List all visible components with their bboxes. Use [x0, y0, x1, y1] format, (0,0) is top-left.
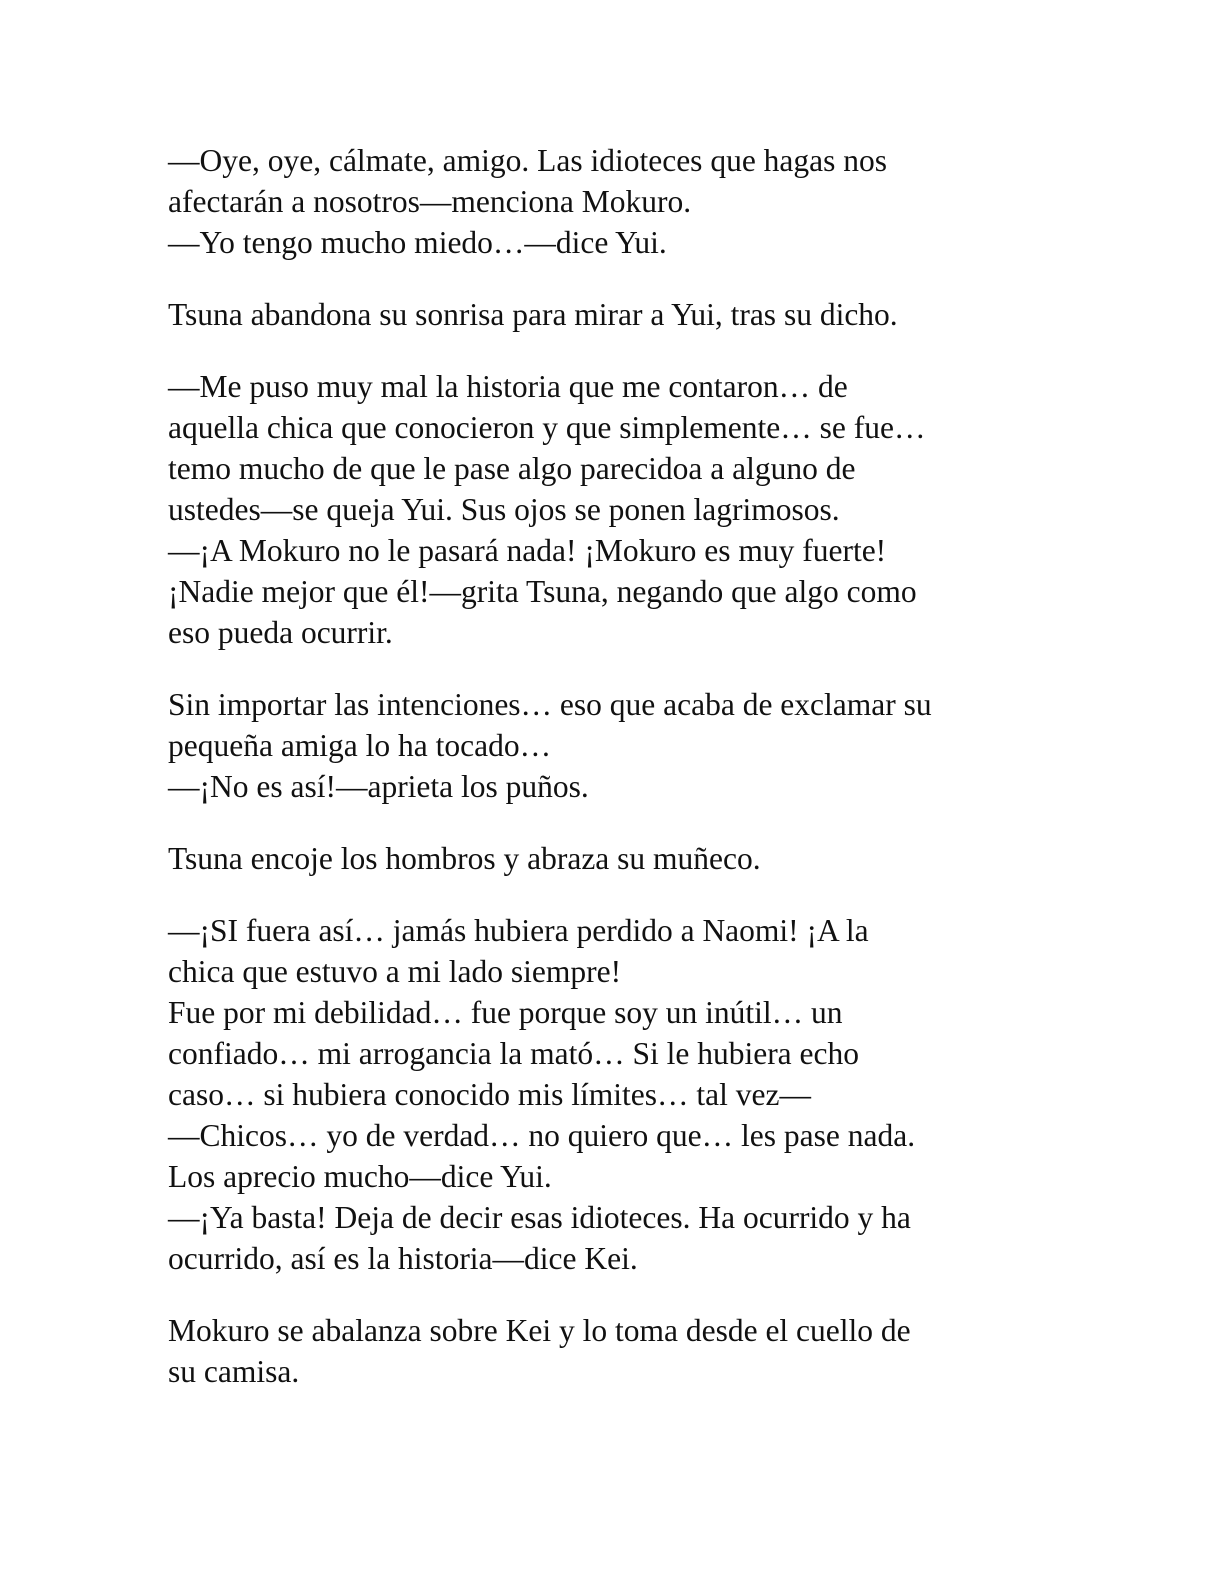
text-line: —¡SI fuera así… jamás hubiera perdido a Naomi! ¡A la: [168, 913, 869, 948]
text-line: —Chicos… yo de verdad… no quiero que… les pase nada.: [168, 1118, 916, 1153]
text-line: temo mucho de que le pase algo parecidoa a alguno de: [168, 451, 856, 486]
paragraph-5: [168, 838, 1048, 879]
paragraph-1: [168, 140, 1048, 263]
paragraph-2: [168, 294, 1048, 335]
text-line: ocurrido, así es la historia—dice Kei.: [168, 1241, 638, 1276]
paragraph-3: [168, 366, 1048, 653]
paragraph-4: [168, 684, 1048, 807]
paragraph-6: [168, 910, 1048, 1279]
text-line: Los aprecio mucho—dice Yui.: [168, 1159, 552, 1194]
text-line: —¡No es así!—aprieta los puños.: [168, 769, 589, 804]
text-line: —¡Ya basta! Deja de decir esas idioteces. Ha ocurrido y ha: [168, 1200, 911, 1235]
text-line: —Oye, oye, cálmate, amigo. Las idioteces que hagas nos: [168, 143, 888, 178]
paragraph-7: [168, 1310, 1048, 1392]
text-line: aquella chica que conocieron y que simplemente… se fue…: [168, 410, 926, 445]
text-line: —Me puso muy mal la historia que me contaron… de: [168, 369, 848, 404]
text-line: —¡A Mokuro no le pasará nada! ¡Mokuro es muy fuerte!: [168, 533, 887, 568]
text-line: pequeña amiga lo ha tocado…: [168, 728, 552, 763]
text-line: ustedes—se queja Yui. Sus ojos se ponen lagrimosos.: [168, 492, 840, 527]
text-line: confiado… mi arrogancia la mató… Si le hubiera echo: [168, 1036, 860, 1071]
text-line: Tsuna encoje los hombros y abraza su muñeco.: [168, 841, 761, 876]
text-line: eso pueda ocurrir.: [168, 615, 393, 650]
text-line: caso… si hubiera conocido mis límites… tal vez—: [168, 1077, 811, 1112]
text-line: afectarán a nosotros—menciona Mokuro.: [168, 184, 692, 219]
document-page: [168, 140, 1048, 1423]
text-line: —Yo tengo mucho miedo…—dice Yui.: [168, 225, 667, 260]
text-line: su camisa.: [168, 1354, 300, 1389]
text-line: Mokuro se abalanza sobre Kei y lo toma desde el cuello de: [168, 1313, 911, 1348]
text-line: ¡Nadie mejor que él!—grita Tsuna, negando que algo como: [168, 574, 917, 609]
text-line: Fue por mi debilidad… fue porque soy un inútil… un: [168, 995, 843, 1030]
text-line: chica que estuvo a mi lado siempre!: [168, 954, 622, 989]
text-line: Tsuna abandona su sonrisa para mirar a Yui, tras su dicho.: [168, 297, 898, 332]
text-line: Sin importar las intenciones… eso que acaba de exclamar su: [168, 687, 932, 722]
